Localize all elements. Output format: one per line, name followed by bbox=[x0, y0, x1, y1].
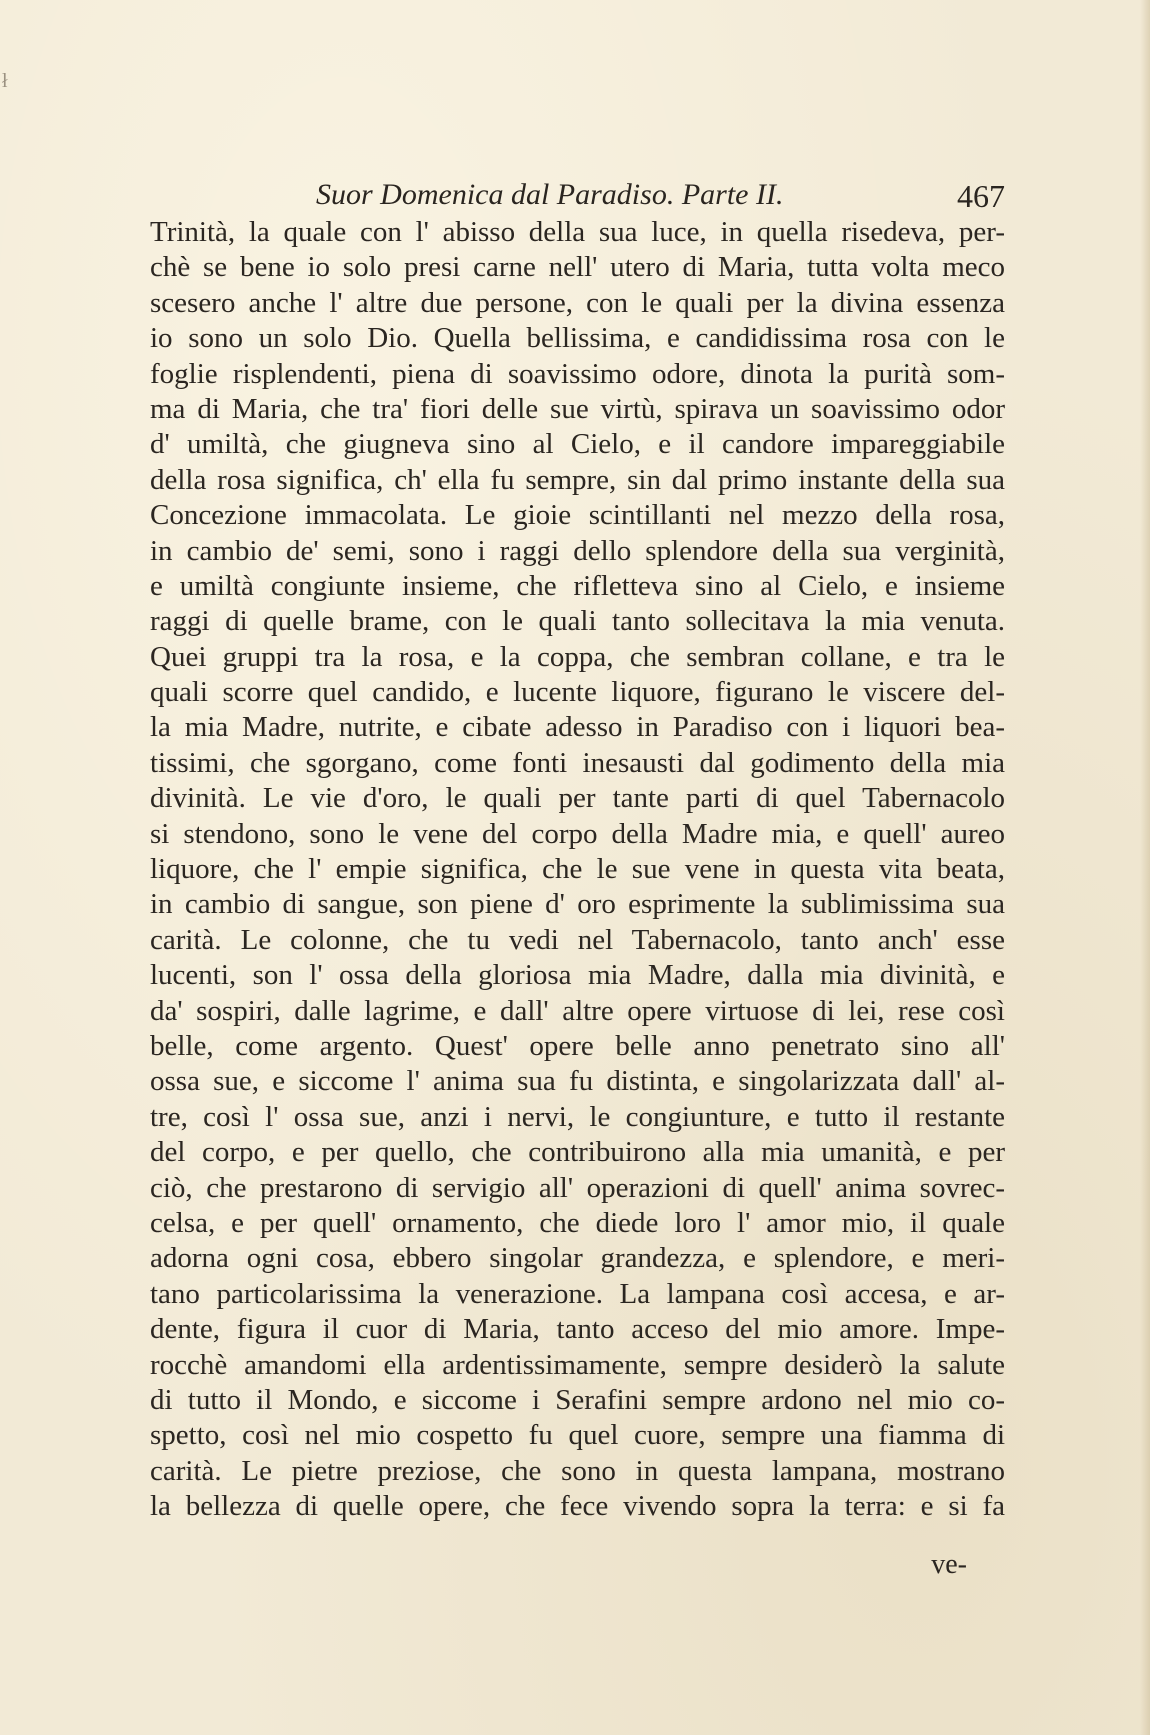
text-line: io sono un solo Dio. Quella bellissima, e candidissima rosa con le bbox=[150, 322, 1005, 355]
text-line: lucenti, son l' ossa della gloriosa mia Madre, dalla mia divinità, e bbox=[150, 959, 1005, 992]
text-line: si stendono, sono le vene del corpo della Madre mia, e quell' aureo bbox=[150, 817, 1005, 850]
text-line: liquore, che l' empie significa, che le sue vene in questa vita beata, bbox=[150, 853, 1005, 886]
body-text bbox=[150, 215, 1005, 1524]
text-line: belle, come argento. Quest' opere belle anno penetrato sino all' bbox=[150, 1029, 1005, 1062]
text-line: in cambio de' semi, sono i raggi dello splendore della sua verginità, bbox=[150, 534, 1005, 567]
text-line: ciò, che prestarono di servigio all' operazioni di quell' anima sovrec- bbox=[150, 1171, 1005, 1204]
text-line: la mia Madre, nutrite, e cibate adesso in Paradiso con i liquori bea- bbox=[150, 711, 1005, 744]
text-line: la bellezza di quelle opere, che fece vivendo sopra la terra: e si fa bbox=[150, 1490, 1005, 1523]
text-line: spetto, così nel mio cospetto fu quel cuore, sempre una fiamma di bbox=[150, 1419, 1005, 1452]
catchword: ve- bbox=[931, 1549, 967, 1580]
text-line: in cambio di sangue, son piene d' oro esprimente la sublimissima sua bbox=[150, 888, 1005, 921]
text-line: rocchè amandomi ella ardentissimamente, sempre desiderò la salute bbox=[150, 1348, 1005, 1381]
text-line: tano particolarissima la venerazione. La lampana così accesa, e ar- bbox=[150, 1277, 1005, 1310]
text-line: tissimi, che sgorgano, come fonti inesausti dal godimento della mia bbox=[150, 746, 1005, 779]
text-line: raggi di quelle brame, con le quali tanto sollecitava la mia venuta. bbox=[150, 605, 1005, 638]
text-line: divinità. Le vie d'oro, le quali per tante parti di quel Tabernacolo bbox=[150, 782, 1005, 815]
text-line: Concezione immacolata. Le gioie scintillanti nel mezzo della rosa, bbox=[150, 499, 1005, 532]
text-line: del corpo, e per quello, che contribuirono alla mia umanità, e per bbox=[150, 1136, 1005, 1169]
text-line: della rosa significa, ch' ella fu sempre, sin dal primo instante della sua bbox=[150, 463, 1005, 496]
text-line: scesero anche l' altre due persone, con le quali per la divina essenza bbox=[150, 286, 1005, 319]
text-line: da' sospiri, dalle lagrime, e dall' altre opere virtuose di lei, rese così bbox=[150, 994, 1005, 1027]
text-line: Trinità, la quale con l' abisso della sua luce, in quella risedeva, per- bbox=[150, 216, 1005, 248]
text-line: Quei gruppi tra la rosa, e la coppa, che sembran collane, e tra le bbox=[150, 640, 1005, 673]
text-line: ma di Maria, che tra' fiori delle sue virtù, spirava un soavissimo odor bbox=[150, 392, 1005, 425]
text-line: foglie risplendenti, piena di soavissimo odore, dinota la purità som- bbox=[150, 357, 1005, 390]
text-line: d' umiltà, che giugneva sino al Cielo, e il candore impareggiabile bbox=[150, 428, 1005, 461]
margin-mark: ł bbox=[2, 70, 8, 92]
text-line: dente, figura il cuor di Maria, tanto acceso del mio amore. Impe- bbox=[150, 1313, 1005, 1346]
running-head bbox=[150, 178, 1005, 216]
running-title: Suor Domenica dal Paradiso. Parte II. bbox=[316, 178, 784, 211]
text-line: adorna ogni cosa, ebbero singolar grandezza, e splendore, e meri- bbox=[150, 1242, 1005, 1275]
text-line: ossa sue, e siccome l' anima sua fu distinta, e singolarizzata dall' al- bbox=[150, 1065, 1005, 1098]
text-line: celsa, e per quell' ornamento, che diede loro l' amor mio, il quale bbox=[150, 1206, 1005, 1239]
text-line: e umiltà congiunte insieme, che rifletteva sino al Cielo, e insieme bbox=[150, 569, 1005, 602]
text-line: chè se bene io solo presi carne nell' utero di Maria, tutta volta meco bbox=[150, 251, 1005, 284]
text-line: carità. Le colonne, che tu vedi nel Tabernacolo, tanto anch' esse bbox=[150, 923, 1005, 956]
text-line: quali scorre quel candido, e lucente liquore, figurano le viscere del- bbox=[150, 676, 1005, 709]
text-line: carità. Le pietre preziose, che sono in questa lampana, mostrano bbox=[150, 1454, 1005, 1487]
text-line: tre, così l' ossa sue, anzi i nervi, le congiunture, e tutto il restante bbox=[150, 1100, 1005, 1133]
page-edge bbox=[1140, 0, 1150, 1735]
page-number: 467 bbox=[957, 178, 1005, 214]
text-line: di tutto il Mondo, e siccome i Serafini sempre ardono nel mio co- bbox=[150, 1383, 1005, 1416]
